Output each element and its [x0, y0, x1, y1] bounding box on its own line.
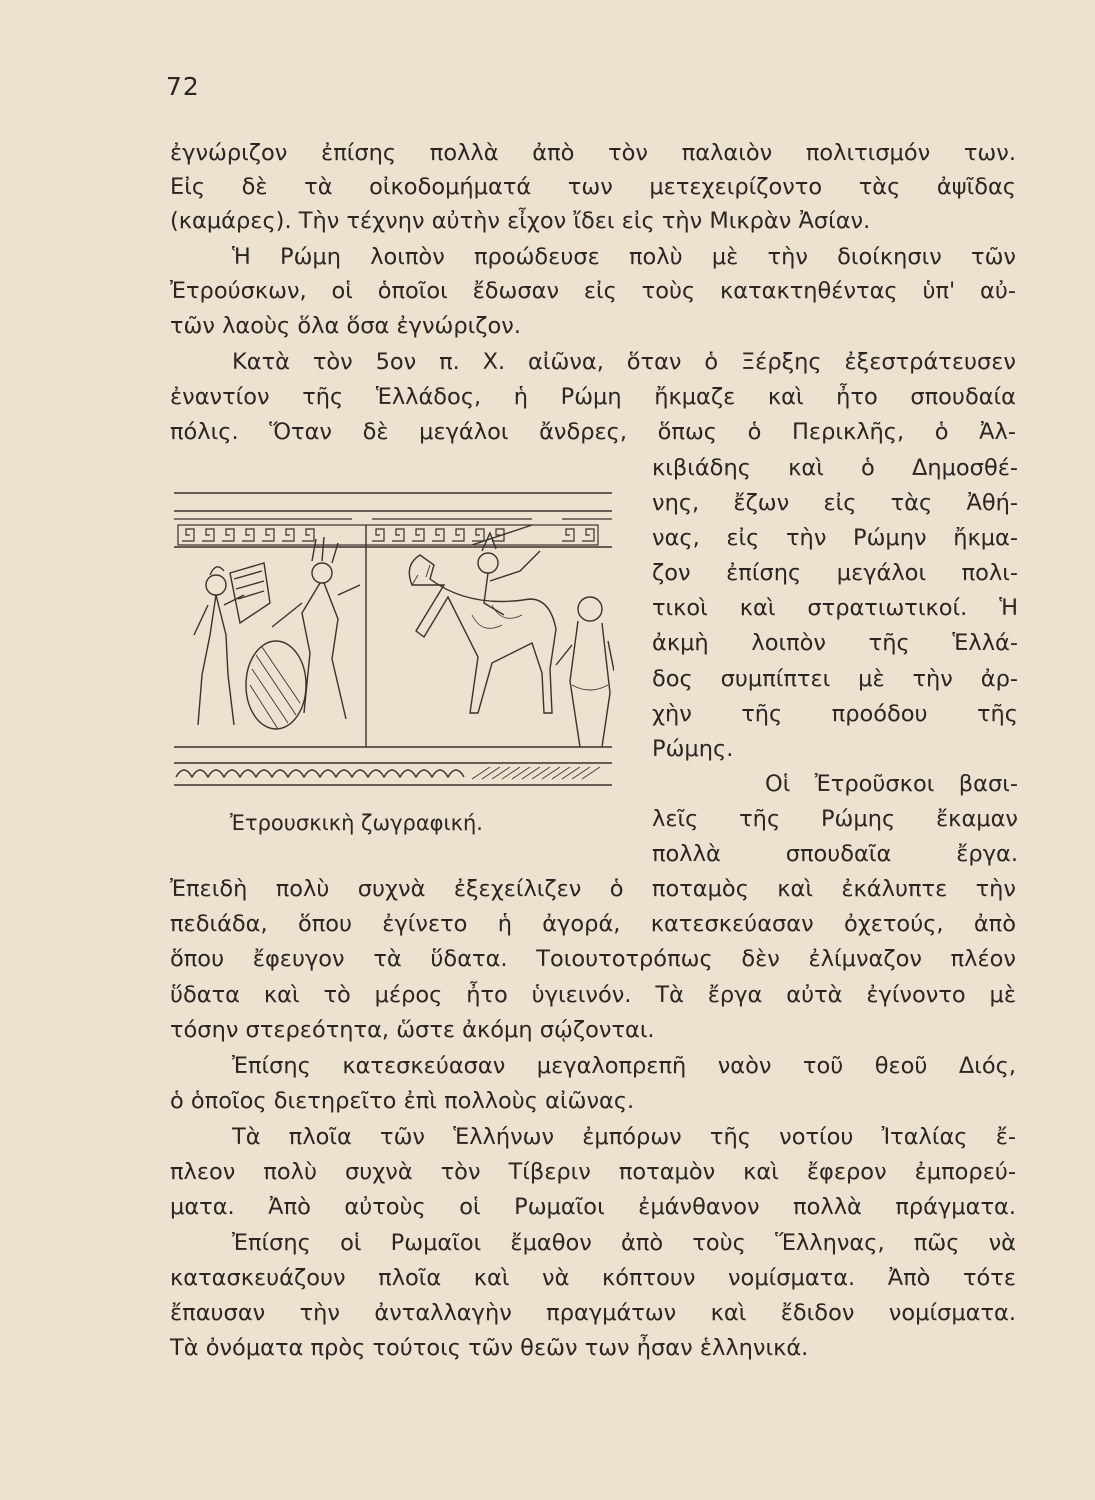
text-line: Ἐπειδὴ πολὺ συχνὰ ἐξεχείλιζεν ὁ ποταμὸς καὶ ἐκάλυπτε τὴν — [170, 876, 1016, 902]
figure-caption: Ἐτρουσκικὴ ζωγραφική. — [230, 811, 483, 835]
text-line: κατασκευάζουν πλοῖα καὶ νὰ κόπτουν νομίσματα. Ἀπὸ τότε — [170, 1265, 1016, 1291]
text-line: τόσην στερεότητα, ὥστε ἀκόμη σῴζονται. — [170, 1017, 655, 1043]
text-line: νας, εἰς τὴν Ρώμην ἤκμα- — [652, 525, 1018, 551]
text-line: Κατὰ τὸν 5ον π. Χ. αἰῶνα, ὅταν ὁ Ξέρξης ἐξεστράτευσεν — [232, 349, 1016, 375]
text-line: ζον ἐπίσης μεγάλοι πολι- — [652, 560, 1018, 586]
page-number: 72 — [166, 72, 200, 101]
text-line: δος συμπίπτει μὲ τὴν ἀρ- — [652, 666, 1018, 692]
text-line: Τὰ πλοῖα τῶν Ἑλλήνων ἐμπόρων τῆς νοτίου Ἰταλίας ἔ- — [232, 1124, 1016, 1150]
text-line: ὁ ὁποῖος διετηρεῖτο ἐπὶ πολλοὺς αἰῶνας. — [170, 1088, 635, 1114]
text-line: ματα. Ἀπὸ αὐτοὺς οἱ Ρωμαῖοι ἐμάνθανον πολλὰ πράγματα. — [170, 1194, 1016, 1220]
text-line: τῶν λαοὺς ὅλα ὅσα ἐγνώριζον. — [170, 313, 521, 339]
text-line: πεδιάδα, ὅπου ἐγίνετο ἡ ἀγορά, κατεσκεύασαν ὀχετούς, ἀπὸ — [170, 911, 1016, 937]
text-line: (καμάρες). Τὴν τέχνην αὐτὴν εἶχον ἴδει εἰς τὴν Μικρὰν Ἀσίαν. — [170, 208, 871, 234]
text-line: κιβιάδης καὶ ὁ Δημοσθέ- — [652, 455, 1018, 481]
text-line: Εἰς δὲ τὰ οἰκοδομήματά των μετεχειρίζοντο τὰς ἀψῖδας — [170, 174, 1016, 200]
text-line: Ἐπίσης οἱ Ρωμαῖοι ἔμαθον ἀπὸ τοὺς Ἕλληνας, πῶς νὰ — [232, 1230, 1016, 1256]
text-line: Ρώμης. — [652, 736, 734, 762]
text-line: Ἐτρούσκων, οἱ ὁποῖοι ἔδωσαν εἰς τοὺς κατακτηθέντας ὑπ' αὐ- — [170, 278, 1016, 304]
text-line: λεῖς τῆς Ρώμης ἔκαμαν — [652, 806, 1018, 832]
text-line: τικοὶ καὶ στρατιωτικοί. Ἡ — [652, 595, 1018, 621]
text-line: πλεον πολὺ συχνὰ τὸν Τίβεριν ποταμὸν καὶ ἔφερον ἐμπορεύ- — [170, 1159, 1016, 1185]
text-line: πολλὰ σπουδαῖα ἔργα. — [652, 841, 1018, 867]
text-line: Ἐπίσης κατεσκεύασαν μεγαλοπρεπῆ ναὸν τοῦ θεοῦ Διός, — [232, 1053, 1016, 1079]
text-line: ἔπαυσαν τὴν ἀνταλλαγὴν πραγμάτων καὶ ἔδιδον νομίσματα. — [170, 1300, 1016, 1326]
text-line: ὕδατα καὶ τὸ μέρος ἦτο ὑγιεινόν. Τὰ ἔργα αὐτὰ ἐγίνοντο μὲ — [170, 982, 1016, 1008]
text-line: ὅπου ἔφευγον τὰ ὕδατα. Τοιουτοτρόπως δὲν ἐλίμναζον πλέον — [170, 946, 1016, 972]
text-line: Οἱ Ἐτροῦσκοι βασι- — [765, 771, 1018, 797]
text-line: Ἡ Ρώμη λοιπὸν προώδευσε πολὺ μὲ τὴν διοίκησιν τῶν — [232, 244, 1016, 270]
text-line: ἐγνώριζον ἐπίσης πολλὰ ἀπὸ τὸν παλαιὸν πολιτισμόν των. — [170, 140, 1016, 166]
etruscan-painting-figure — [172, 485, 614, 795]
text-line: χὴν τῆς προόδου τῆς — [652, 701, 1018, 727]
text-line: νης, ἔζων εἰς τὰς Ἀθή- — [652, 490, 1018, 516]
text-line: Τὰ ὀνόματα πρὸς τούτοις τῶν θεῶν των ἦσαν ἑλληνικά. — [170, 1335, 809, 1361]
text-line: ἀκμὴ λοιπὸν τῆς Ἑλλά- — [652, 630, 1018, 656]
text-line: πόλις. Ὅταν δὲ μεγάλοι ἄνδρες, ὅπως ὁ Περικλῆς, ὁ Ἀλ- — [170, 419, 1016, 445]
painting-illustration — [172, 485, 614, 795]
text-line: ἐναντίον τῆς Ἑλλάδος, ἡ Ρώμη ἤκμαζε καὶ ἦτο σπουδαία — [170, 384, 1016, 410]
